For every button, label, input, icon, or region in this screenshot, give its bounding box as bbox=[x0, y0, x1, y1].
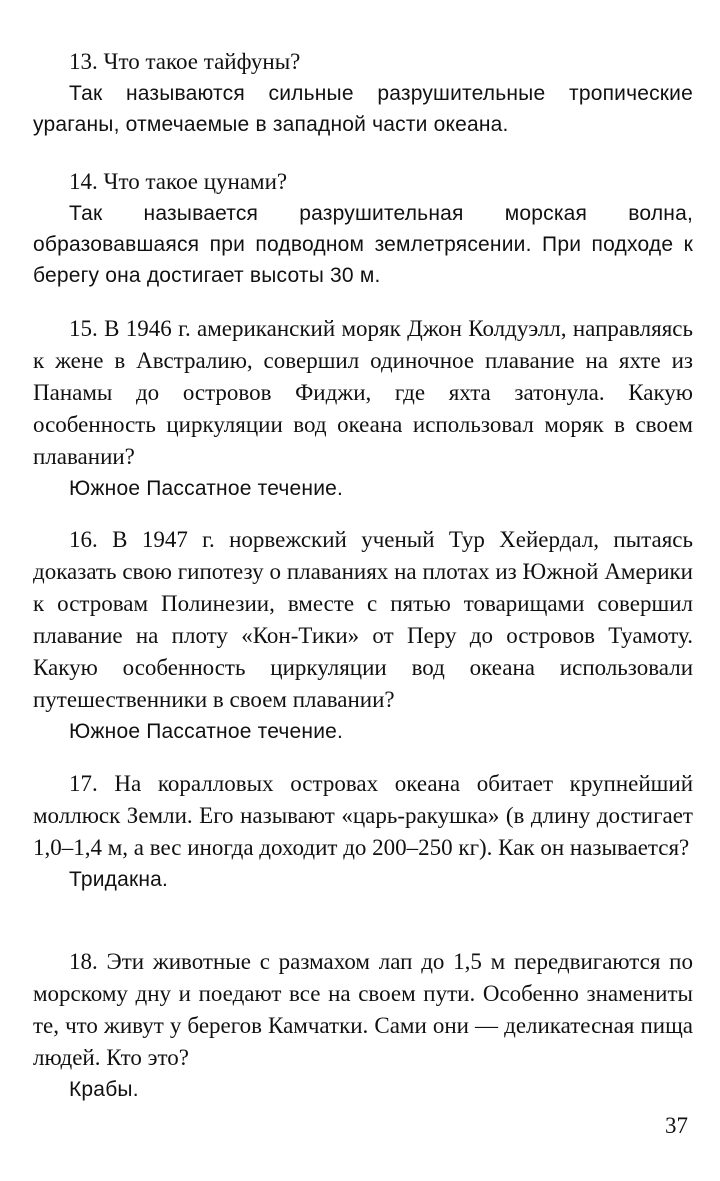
question-text: 16. В 1947 г. норвежский ученый Тур Хейердал, пытаясь доказать свою гипотезу о плаваниях на плотах из Южной Америки к островам Полинезии, вместе с пятью товарищами совершил плавание на плоту «Кон-Тики» от Перу до островов Туамоту. Какую особенность циркуляции вод океана использовали путешественники в своем плавании? bbox=[33, 527, 693, 712]
page-number: 37 bbox=[665, 1113, 688, 1138]
answer-text: Южное Пассатное течение. bbox=[69, 477, 344, 500]
question-block-17 bbox=[33, 768, 693, 895]
question-text: 18. Эти животные с размахом лап до 1,5 м передвигаются по морскому дну и поедают все на своем пути. Особенно знамениты те, что живут у берегов Камчатки. Сами они — деликатесная пища людей. Кто это? bbox=[33, 949, 693, 1070]
question-block-18 bbox=[33, 946, 693, 1105]
question-block-14 bbox=[33, 166, 693, 291]
answer-text: Так называется разрушительная морская волна, образовавшаяся при подводном землетрясении. При подходе к берегу она достигает высоты 30 м. bbox=[33, 202, 693, 287]
question-text: 13. Что такое тайфуны? bbox=[69, 49, 301, 74]
answer-text: Южное Пассатное течение. bbox=[69, 720, 344, 743]
question-block-16 bbox=[33, 524, 693, 747]
question-text: 15. В 1946 г. американский моряк Джон Колдуэлл, направляясь к жене в Австралию, совершил одиночное плавание на яхте из Панамы до островов Фиджи, где яхта затонула. Какую особенность циркуляции вод океана использовал моряк в своем плавании? bbox=[33, 316, 693, 469]
question-text: 17. На коралловых островах океана обитает крупнейший моллюск Земли. Его называют «царь-ракушка» (в длину достигает 1,0–1,4 м, а вес иногда доходит до 200–250 кг). Как он называется? bbox=[33, 771, 693, 860]
answer-text: Так называются сильные разрушительные тропические ураганы, отмечаемые в западной части океана. bbox=[33, 82, 693, 136]
answer-text: Тридакна. bbox=[69, 868, 169, 891]
question-text: 14. Что такое цунами? bbox=[69, 169, 288, 194]
answer-text: Крабы. bbox=[69, 1078, 139, 1101]
question-block-13 bbox=[33, 46, 693, 140]
question-block-15 bbox=[33, 313, 693, 504]
